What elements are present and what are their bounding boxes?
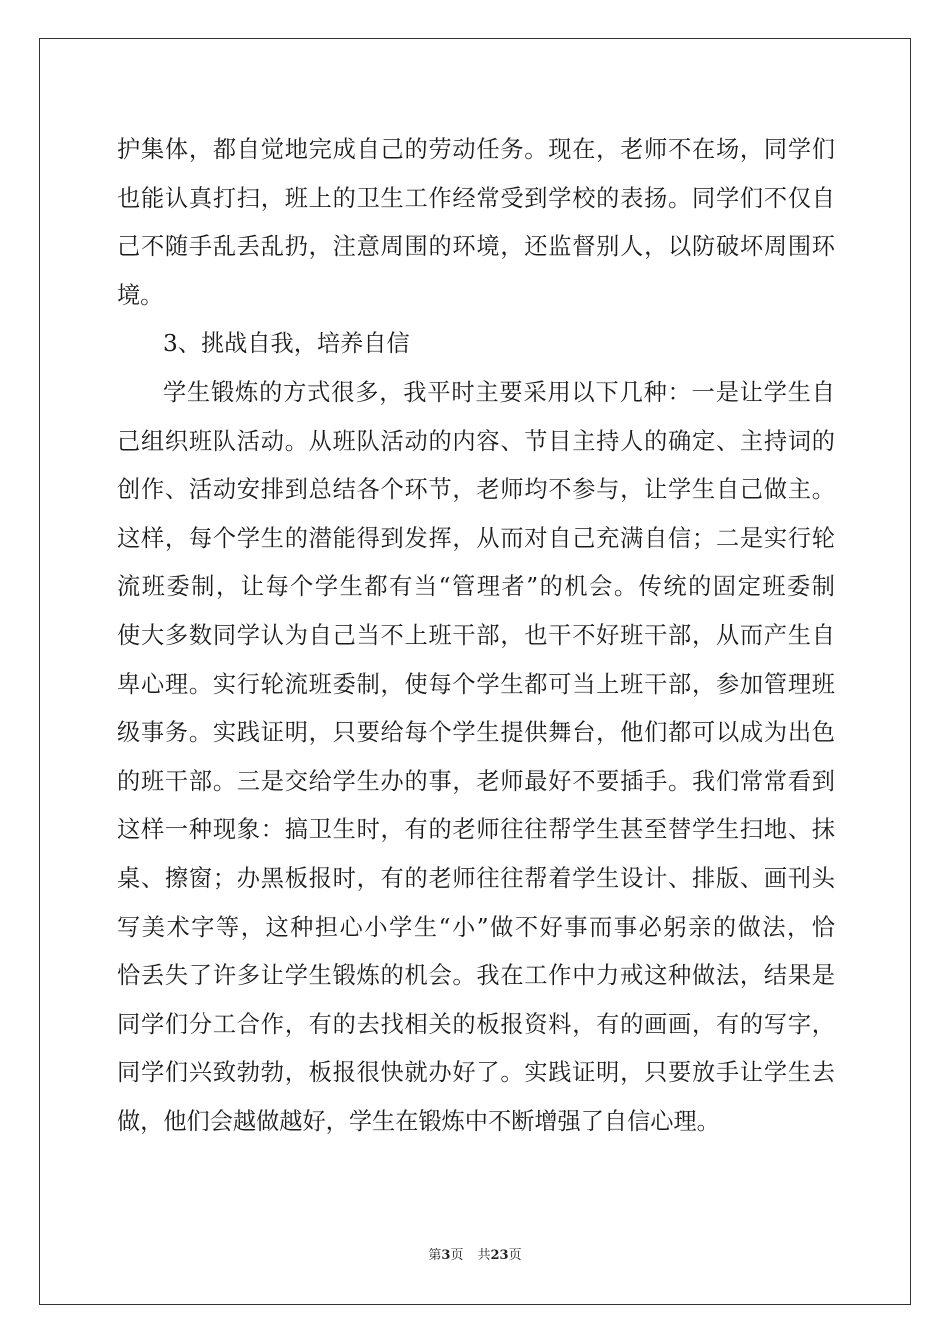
text-line: 级事务。实践证明，只要给每个学生提供舞台，他们都可以成为出色 <box>117 719 835 747</box>
section-heading <box>117 320 835 369</box>
text-line: 同学们分工合作，有的去找相关的板报资料，有的画画，有的写字， <box>117 1010 835 1038</box>
text-line: 这样，每个学生的潜能得到发挥，从而对自己充满自信；二是实行轮 <box>117 524 835 552</box>
document-body <box>117 126 835 1146</box>
text-line: 的班干部。三是交给学生办的事，老师最好不要插手。我们常常看到 <box>117 767 835 795</box>
text-line: 境。 <box>117 281 164 309</box>
text-line: 学生锻炼的方式很多，我平时主要采用以下几种：一是让学生自 <box>163 378 835 406</box>
text-line: 也能认真打扫，班上的卫生工作经常受到学校的表扬。同学们不仅自 <box>117 184 835 212</box>
text-line: 己组织班队活动。从班队活动的内容、节目主持人的确定、主持词的 <box>117 427 835 455</box>
footer-page-suffix: 页 <box>450 1248 464 1263</box>
paragraph <box>117 126 835 320</box>
text-line: 使大多数同学认为自己当不上班干部，也干不好班干部，从而产生自 <box>117 621 835 649</box>
text-line: 这样一种现象：搞卫生时，有的老师往往帮学生甚至替学生扫地、抹 <box>117 816 835 844</box>
footer-page-number: 3 <box>441 1248 451 1263</box>
paragraph <box>117 369 835 1147</box>
text-line: 同学们兴致勃勃，板报很快就办好了。实践证明，只要放手让学生去 <box>117 1059 835 1087</box>
text-line: 流班委制，让每个学生都有当“管理者”的机会。传统的固定班委制 <box>117 573 835 601</box>
footer-page-prefix: 第 <box>428 1248 442 1263</box>
footer-total-prefix: 共 <box>477 1248 491 1263</box>
footer-total-suffix: 页 <box>508 1248 522 1263</box>
text-line: 恰丢失了许多让学生锻炼的机会。我在工作中力戒这种做法，结果是 <box>117 962 835 990</box>
text-line: 桌、擦窗；办黑板报时，有的老师往往帮着学生设计、排版、画刊头 <box>117 864 835 892</box>
text-line: 做，他们会越做越好，学生在锻炼中不断增强了自信心理。 <box>117 1107 720 1135</box>
text-line: 创作、活动安排到总结各个环节，老师均不参与，让学生自己做主。 <box>117 476 835 504</box>
text-line: 护集体，都自觉地完成自己的劳动任务。现在，老师不在场，同学们 <box>117 136 835 163</box>
text-line: 卑心理。实行轮流班委制，使每个学生都可当上班干部，参加管理班 <box>117 670 835 698</box>
text-line: 3、挑战自我，培养自信 <box>163 330 410 358</box>
text-line: 写美术字等，这种担心小学生“小”做不好事而事必躬亲的做法，恰 <box>117 913 835 941</box>
text-line: 己不随手乱丢乱扔，注意周围的环境，还监督别人，以防破坏周围环 <box>117 233 835 261</box>
page-footer <box>0 1247 950 1265</box>
footer-total-pages: 23 <box>490 1248 509 1263</box>
